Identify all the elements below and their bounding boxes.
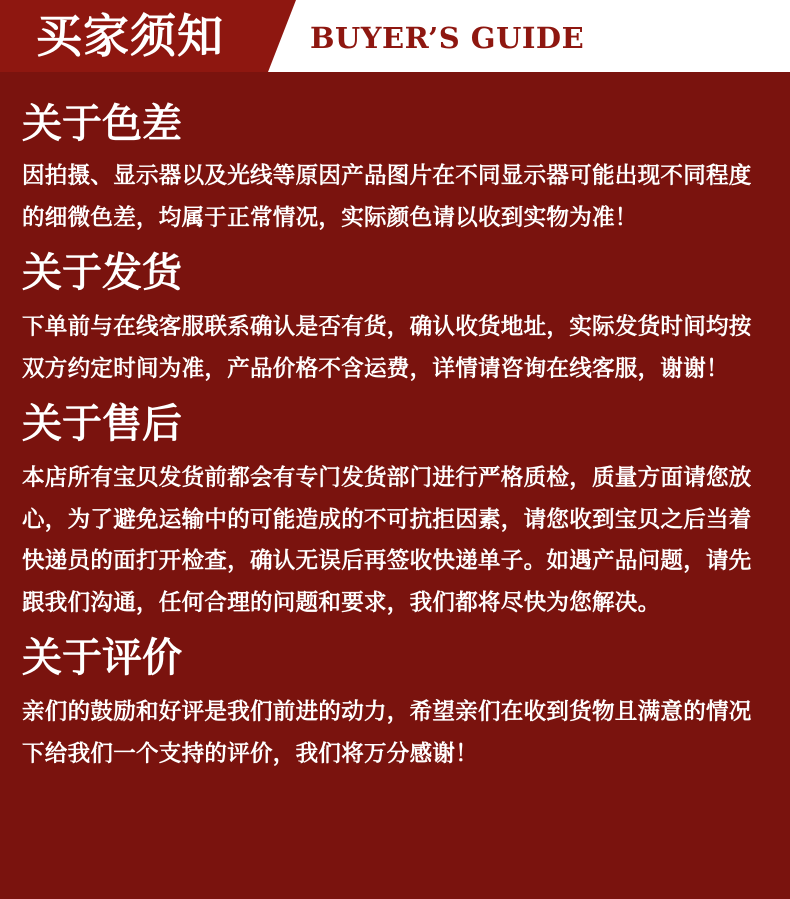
section-reviews: [22, 630, 774, 775]
section-text: 因拍摄、显示器以及光线等原因产品图片在不同显示器可能出现不同程度的细微色差，均属于正常情况，实际颜色请以收到实物为准！: [22, 163, 752, 231]
guide-content: [22, 96, 774, 781]
page-subtitle: BUYER’S GUIDE: [310, 21, 585, 55]
section-title: 关于评价: [22, 634, 182, 681]
section-color-difference: [22, 96, 774, 239]
section-text: 下单前与在线客服联系确认是否有货，确认收货地址，实际发货时间均按双方约定时间为准，产品价格不含运费，详情请咨询在线客服，谢谢！: [22, 314, 752, 382]
section-text: 亲们的鼓励和好评是我们前进的动力，希望亲们在收到货物且满意的情况下给我们一个支持的评价，我们将万分感谢！: [22, 699, 752, 767]
section-title: 关于售后: [22, 400, 182, 447]
section-text: 本店所有宝贝发货前都会有专门发货部门进行严格质检，质量方面请您放心，为了避免运输中的可能造成的不可抗拒因素，请您收到宝贝之后当着快递员的面打开检查，确认无误后再签收快递单子。如遇产品问题，请先跟我们沟通，任何合理的问题和要求，我们都将尽快为您解决。: [22, 465, 752, 616]
section-title: 关于色差: [22, 100, 182, 147]
section-after-sales: [22, 396, 774, 624]
page-title: 买家须知: [36, 9, 224, 63]
header-banner: [0, 0, 790, 72]
section-title: 关于发货: [22, 249, 182, 296]
section-shipping: [22, 245, 774, 390]
